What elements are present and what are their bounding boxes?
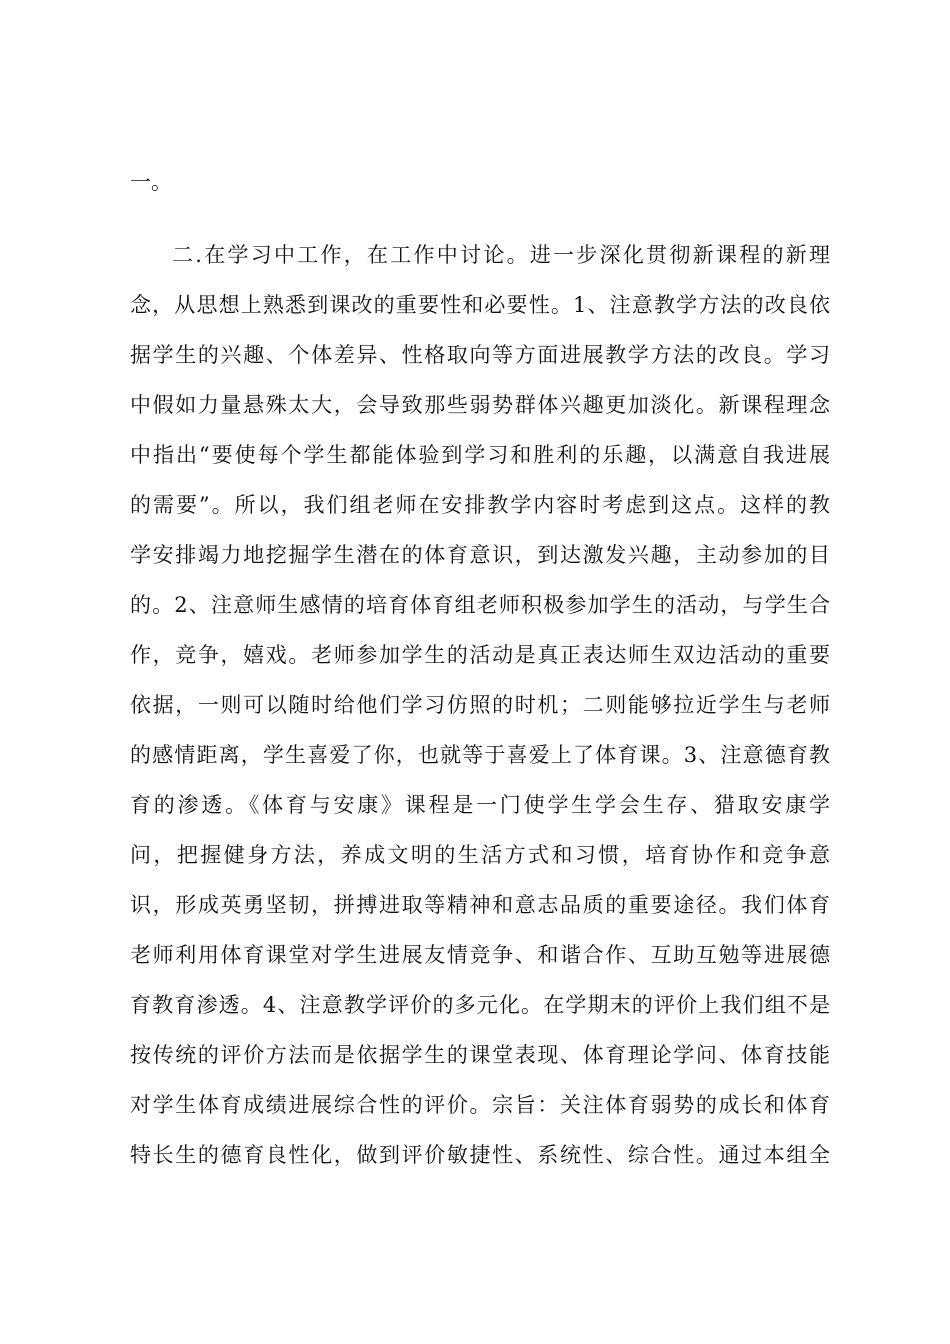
text-line: 特长生的德育良性化，做到评价敏捷性、系统性、综合性。通过本组全 [130,1143,830,1167]
text-line: 中指出“要使每个学生都能体验到学习和胜利的乐趣，以满意自我进展 [130,443,830,467]
text-line: 中假如力量悬殊太大，会导致那些弱势群体兴趣更加淡化。新课程理念 [130,393,830,417]
text-line: 作，竞争，嬉戏。老师参加学生的活动是真正表达师生双边活动的重要 [130,643,830,667]
text-line: 识，形成英勇坚韧，拼搏进取等精神和意志品质的重要途径。我们体育 [130,893,830,917]
text-line: 学安排竭力地挖掘学生潜在的体育意识，到达激发兴趣，主动参加的目 [130,543,830,567]
text-line: 的需要”。所以，我们组老师在安排教学内容时考虑到这点。这样的教 [130,493,830,517]
text-line: 一。 [130,170,172,194]
text-line: 依据，一则可以随时给他们学习仿照的时机；二则能够拉近学生与老师 [130,693,830,717]
paragraph-first-line: 二.在学习中工作，在工作中讨论。进一步深化贯彻新课程的新理 [172,243,830,267]
text-line: 按传统的评价方法而是依据学生的课堂表现、体育理论学问、体育技能 [130,1043,830,1067]
text-line: 对学生体育成绩进展综合性的评价。宗旨：关注体育弱势的成长和体育 [130,1093,830,1117]
text-line: 育教育渗透。4、注意教学评价的多元化。在学期末的评价上我们组不是 [130,993,830,1017]
text-line: 老师利用体育课堂对学生进展友情竞争、和谐合作、互助互勉等进展德 [130,943,830,967]
text-line: 念，从思想上熟悉到课改的重要性和必要性。1、注意教学方法的改良依 [130,293,830,317]
text-line: 的感情距离，学生喜爱了你，也就等于喜爱上了体育课。3、注意德育教 [130,743,830,767]
text-line: 育的渗透。《体育与安康》课程是一门使学生学会生存、猎取安康学 [130,793,830,817]
text-line: 据学生的兴趣、个体差异、性格取向等方面进展教学方法的改良。学习 [130,343,830,367]
text-line: 的。2、注意师生感情的培育体育组老师积极参加学生的活动，与学生合 [130,593,830,617]
text-line: 问，把握健身方法，养成文明的生活方式和习惯，培育协作和竞争意 [130,843,830,867]
